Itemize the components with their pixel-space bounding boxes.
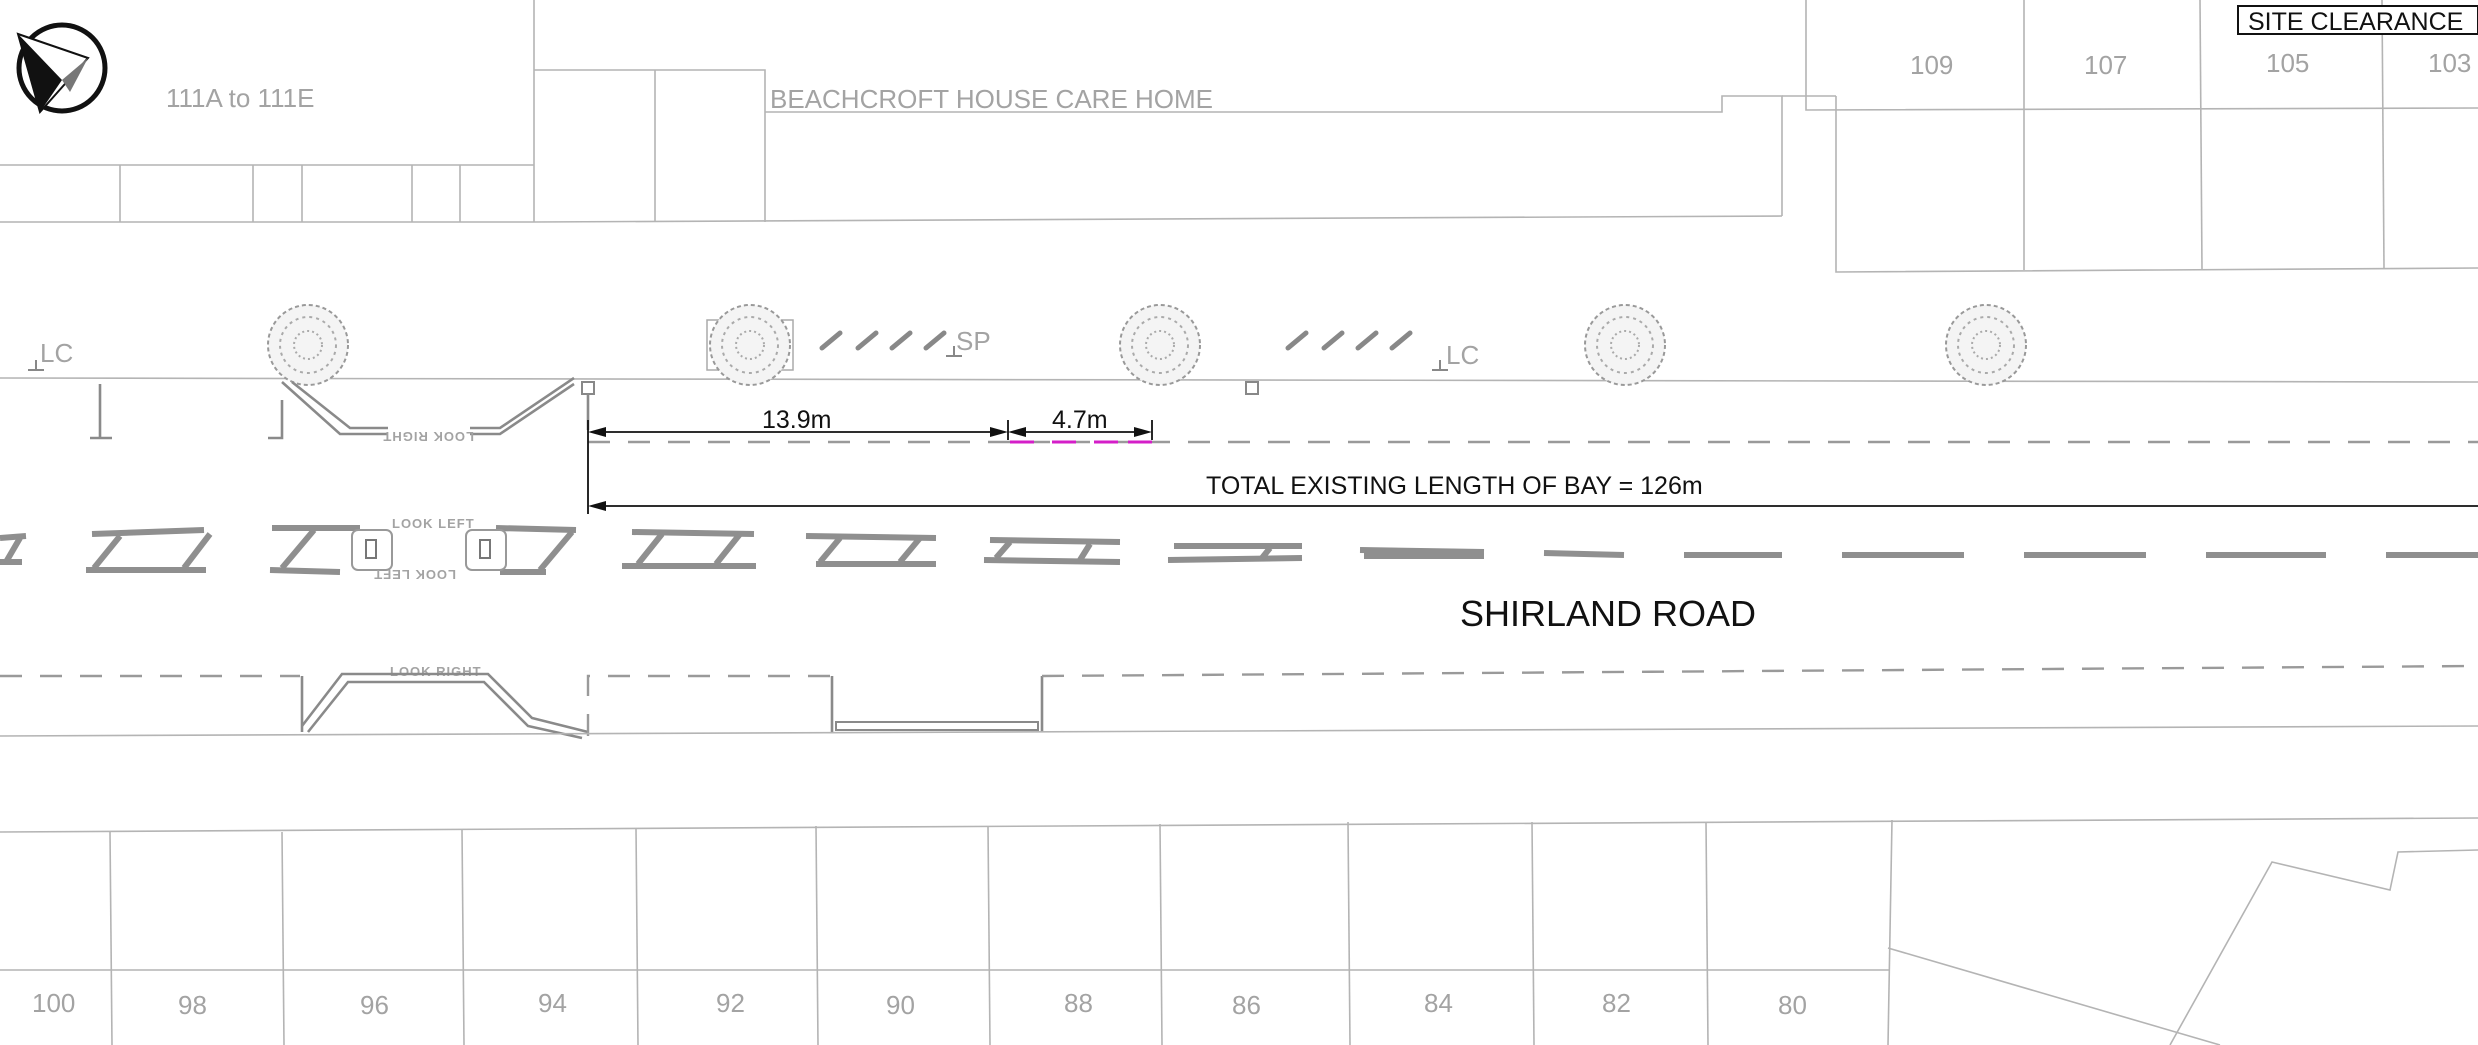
cycle-stand-icon bbox=[1392, 333, 1410, 348]
house-number-107: 107 bbox=[2084, 50, 2128, 80]
cycle-stand-icon bbox=[926, 333, 944, 348]
house-number-84: 84 bbox=[1424, 988, 1453, 1018]
zigzag-markings bbox=[0, 528, 1484, 572]
bollard-icon bbox=[1246, 382, 1258, 394]
road-name: SHIRLAND ROAD bbox=[1460, 593, 1757, 634]
house-number-100: 100 bbox=[32, 988, 76, 1018]
site-clearance-label: SITE CLEARANCE bbox=[2248, 8, 2464, 36]
tree-icon bbox=[1585, 305, 1665, 385]
label-care-home: BEACHCROFT HOUSE CARE HOME bbox=[770, 84, 1214, 114]
total-bay-length: TOTAL EXISTING LENGTH OF BAY = 126m bbox=[1206, 472, 1703, 500]
cycle-stand-icon bbox=[892, 333, 910, 348]
house-number-86: 86 bbox=[1232, 990, 1261, 1020]
tree-icon bbox=[1120, 305, 1200, 385]
beacon-icon bbox=[466, 530, 506, 570]
label-111a-111e: 111A to 111E bbox=[166, 83, 315, 113]
house-number-80: 80 bbox=[1778, 990, 1807, 1020]
cycle-stand-icon bbox=[858, 333, 876, 348]
look-left-lower: LOOK LEFT bbox=[373, 567, 456, 582]
trees bbox=[268, 305, 2026, 385]
label-lc-1: LC bbox=[40, 338, 74, 368]
cycle-stand-icon bbox=[1324, 333, 1342, 348]
tree-icon bbox=[707, 305, 793, 385]
buildings-top bbox=[0, 0, 2478, 272]
house-number-92: 92 bbox=[716, 988, 745, 1018]
footway-edge-top bbox=[0, 378, 2478, 382]
cycle-stands bbox=[822, 333, 1410, 348]
cycle-stand-icon bbox=[822, 333, 840, 348]
tree-icon bbox=[268, 305, 348, 385]
centre-line bbox=[1544, 553, 2478, 555]
house-number-82: 82 bbox=[1602, 988, 1631, 1018]
dimension-4-7m: 4.7m bbox=[1052, 406, 1108, 434]
cycle-stand-icon bbox=[1358, 333, 1376, 348]
house-number-109: 109 bbox=[1910, 50, 1954, 80]
look-left-upper: LOOK LEFT bbox=[392, 516, 475, 531]
house-number-96: 96 bbox=[360, 990, 389, 1020]
site-clearance-tag bbox=[2238, 6, 2478, 36]
house-number-90: 90 bbox=[886, 990, 915, 1020]
look-right-top: LOOK RIGHT bbox=[382, 429, 474, 444]
house-number-105: 105 bbox=[2266, 48, 2310, 78]
house-number-103: 103 bbox=[2428, 48, 2472, 78]
bollard-icon bbox=[582, 382, 594, 394]
dimension-13-9m: 13.9m bbox=[762, 406, 832, 434]
house-number-98: 98 bbox=[178, 990, 207, 1020]
cycle-stand-icon bbox=[1288, 333, 1306, 348]
label-sp: SP bbox=[956, 326, 991, 356]
house-number-94: 94 bbox=[538, 988, 567, 1018]
beacon-icon bbox=[352, 530, 392, 570]
kerb-south bbox=[0, 666, 2478, 738]
house-number-88: 88 bbox=[1064, 988, 1093, 1018]
look-right-bottom: LOOK RIGHT bbox=[390, 664, 482, 679]
tree-icon bbox=[1946, 305, 2026, 385]
north-arrow-icon bbox=[18, 25, 105, 112]
label-lc-2: LC bbox=[1446, 340, 1480, 370]
